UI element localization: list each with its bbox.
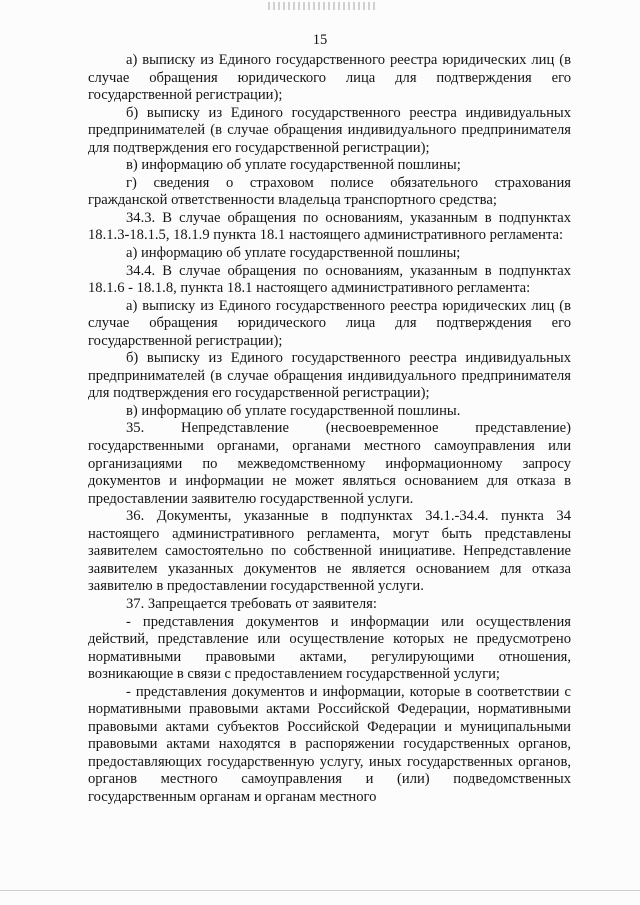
paragraph: 37. Запрещается требовать от заявителя:: [126, 595, 377, 612]
document-body: [88, 52, 571, 807]
paragraph: - представления документов и информации, которые в соответствии с нормативными правовыми актами Российской Федерации, нормативными правовыми актами субъектов Российской Федерации и муниципальными правовыми актами находятся в распоряжении государственных органов, предоставляющих государственную услугу, иных государственных органов, органов местного самоуправления и (или) подведомственных государственным органам и органам местного: [88, 683, 571, 805]
scan-artifact: [268, 2, 378, 10]
paragraph: 34.4. В случае обращения по основаниям, указанным в подпунктах 18.1.6 - 18.1.8, пункта 18.1 настоящего административного регламента:: [88, 262, 571, 297]
paragraph: г) сведения о страховом полисе обязательного страхования гражданской ответственности владельца транспортного средства;: [88, 174, 571, 209]
paragraph: 34.3. В случае обращения по основаниям, указанным в подпунктах 18.1.3-18.1.5, 18.1.9 пункта 18.1 настоящего административного регламента:: [88, 209, 571, 244]
paragraph: б) выписку из Единого государственного реестра индивидуальных предпринимателей (в случае обращения индивидуального предпринимателя для подтверждения его государственной регистрации);: [88, 350, 571, 402]
paragraph: в) информацию об уплате государственной пошлины;: [126, 157, 461, 174]
scan-bottom-edge: [0, 890, 640, 891]
page-number: 15: [312, 32, 328, 48]
paragraph: а) выписку из Единого государственного реестра юридических лиц (в случае обращения юридического лица для подтверждения его государственной регистрации);: [88, 297, 571, 349]
paragraph: а) информацию об уплате государственной пошлины;: [126, 245, 461, 262]
paragraph: в) информацию об уплате государственной пошлины.: [126, 402, 461, 419]
paragraph: 36. Документы, указанные в подпунктах 34.1.-34.4. пункта 34 настоящего административного регламента, могут быть представлены заявителем самостоятельно по собственной инициативе. Непредставление заявителем указанных документов не является основанием для отказа заявителю в предоставлении государственной услуги.: [88, 508, 571, 595]
paragraph: б) выписку из Единого государственного реестра индивидуальных предпринимателей (в случае обращения индивидуального предпринимателя для подтверждения его государственной регистрации);: [88, 104, 571, 156]
paragraph: а) выписку из Единого государственного реестра юридических лиц (в случае обращения юридического лица для подтверждения его государственной регистрации);: [88, 52, 571, 104]
paragraph: 35. Непредставление (несвоевременное представление) государственными органами, органами местного самоуправления или организациями по межведомственному информационному запросу документов и информации не может являться основанием для отказа в предоставлении заявителю государственной услуги.: [88, 420, 571, 507]
paragraph: - представления документов и информации или осуществления действий, представление или осуществление которых не предусмотрено нормативными правовыми актами, регулирующими отношения, возникающие в связи с предоставлением государственной услуги;: [88, 613, 571, 683]
